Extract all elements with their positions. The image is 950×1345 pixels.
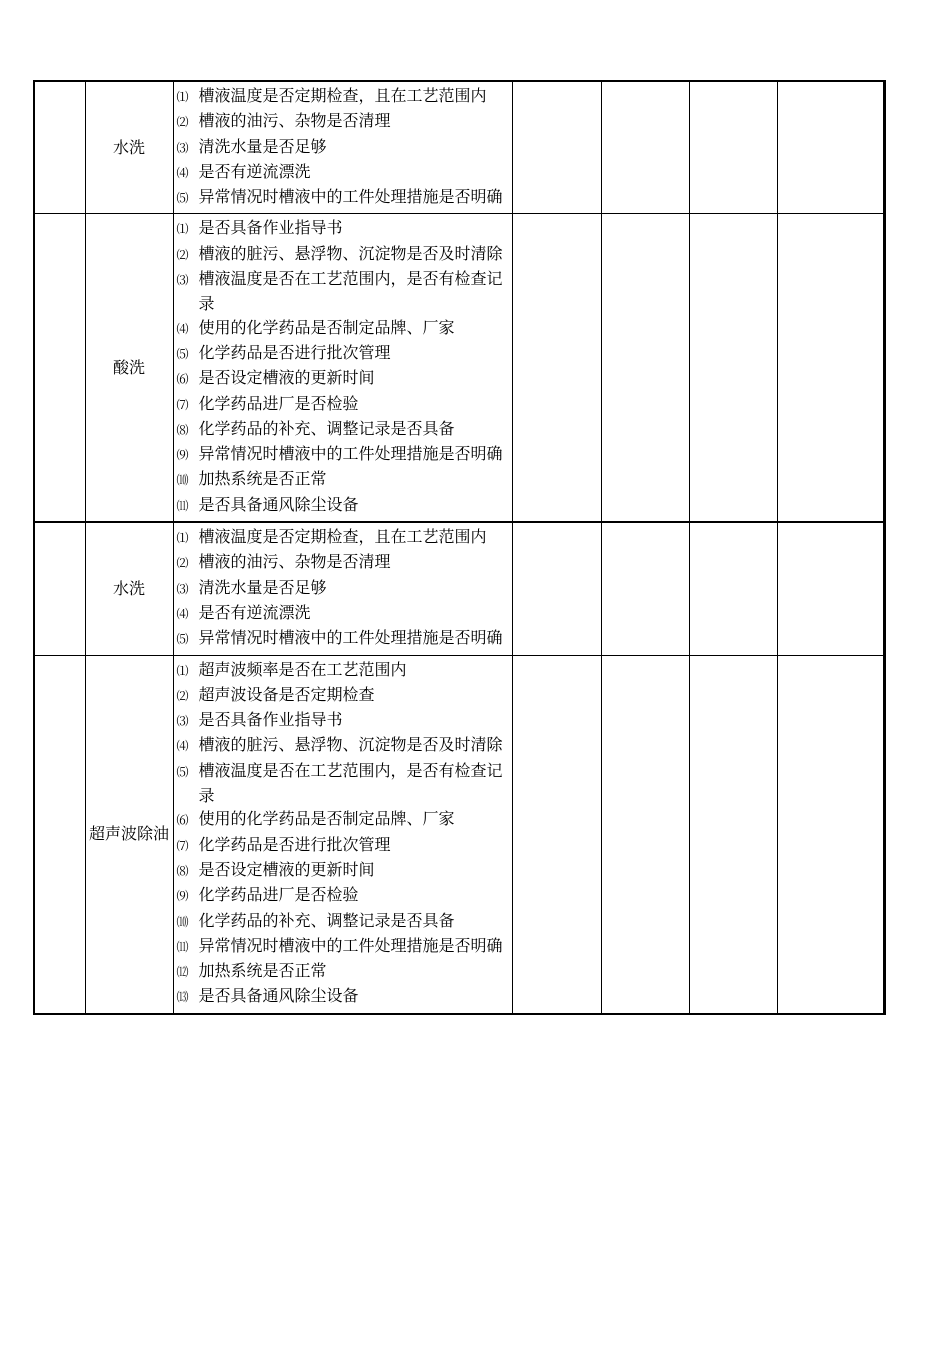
check-item-number: ⑶ <box>176 714 188 729</box>
check-item-text: 化学药品进厂是否检验 <box>198 885 359 905</box>
check-item-text: 槽液的油污、杂物是否清理 <box>198 111 391 131</box>
check-item-number: ⑷ <box>176 165 188 180</box>
result-cell[interactable] <box>512 655 601 1014</box>
check-item-number: ⑾ <box>176 939 188 954</box>
check-item-number: ⑼ <box>176 889 188 904</box>
process-name: 水洗 <box>112 137 145 157</box>
result-cell[interactable] <box>512 522 601 655</box>
check-item-number: ⑴ <box>176 663 188 678</box>
check-item-text: 异常情况时槽液中的工件处理措施是否明确 <box>198 935 503 955</box>
check-item-number: ⑵ <box>176 115 188 130</box>
check-item-number: ⑻ <box>176 863 188 878</box>
check-item <box>177 417 508 442</box>
check-items-list <box>174 82 512 213</box>
check-item <box>177 442 508 467</box>
check-item-number: ⑵ <box>176 688 188 703</box>
check-items-cell <box>173 81 512 214</box>
check-item-text: 是否具备通风除尘设备 <box>198 494 359 514</box>
check-item-number: ⑹ <box>176 813 188 828</box>
check-item <box>177 576 508 601</box>
check-item <box>177 467 508 492</box>
check-item-text: 槽液的脏污、悬浮物、沉淀物是否及时清除 <box>198 243 503 263</box>
note-cell[interactable] <box>777 655 884 1014</box>
note-cell[interactable] <box>777 81 884 214</box>
check-item-text: 异常情况时槽液中的工件处理措施是否明确 <box>198 187 503 207</box>
check-item <box>177 366 508 391</box>
check-item <box>177 683 508 708</box>
check-item-text: 清洗水量是否足够 <box>198 577 327 597</box>
check-item-text: 化学药品是否进行批次管理 <box>198 834 391 854</box>
check-item-number: ⑾ <box>176 498 188 513</box>
note-cell[interactable] <box>777 214 884 522</box>
note-cell[interactable] <box>777 522 884 655</box>
check-items-cell <box>173 522 512 655</box>
result-cell[interactable] <box>512 214 601 522</box>
table-row <box>34 522 884 655</box>
check-item <box>177 626 508 651</box>
check-item-number: ⑴ <box>176 90 188 104</box>
check-item-number: ⑷ <box>176 606 188 621</box>
check-item <box>177 658 508 683</box>
check-item <box>177 267 508 316</box>
check-item-text: 是否具备通风除尘设备 <box>198 986 359 1006</box>
check-item-text: 槽液温度是否定期检查，且在工艺范围内 <box>198 527 487 547</box>
process-audit-table <box>33 80 886 1015</box>
check-item <box>177 160 508 185</box>
check-item-text: 异常情况时槽液中的工件处理措施是否明确 <box>198 444 503 464</box>
check-item-text: 是否具备作业指导书 <box>198 218 343 238</box>
check-item <box>177 858 508 883</box>
check-item <box>177 216 508 241</box>
check-item-number: ⑴ <box>176 222 188 237</box>
check-item <box>177 708 508 733</box>
check-item-text: 加热系统是否正常 <box>198 961 327 981</box>
check-item-number: ⑷ <box>176 321 188 336</box>
score-cell[interactable] <box>601 81 689 214</box>
check-item-number: ⑴ <box>176 531 188 546</box>
check-item-text: 是否有逆流漂洗 <box>198 602 311 622</box>
check-item-number: ⑵ <box>176 556 188 571</box>
check-item-number: ⑺ <box>176 838 188 853</box>
check-item <box>177 909 508 934</box>
remark-cell[interactable] <box>689 522 777 655</box>
check-item <box>177 493 508 518</box>
check-item-text: 超声波频率是否在工艺范围内 <box>198 659 407 679</box>
check-item-text: 槽液的脏污、悬浮物、沉淀物是否及时清除 <box>198 735 503 755</box>
check-item-number: ⑶ <box>176 140 188 155</box>
table-row <box>34 655 884 1014</box>
check-item-number: ⑶ <box>176 581 188 596</box>
audit-sheet <box>33 80 886 1015</box>
process-name: 酸洗 <box>112 357 145 377</box>
check-item-number: ⑸ <box>176 346 188 361</box>
check-item-number: ⑹ <box>176 372 188 387</box>
score-cell[interactable] <box>601 214 689 522</box>
check-item-number: ⒀ <box>176 990 188 1005</box>
check-item-number: ⑿ <box>176 965 188 980</box>
check-items-list <box>174 523 512 654</box>
serial-cell <box>34 655 85 1014</box>
check-item <box>177 759 508 808</box>
table-row <box>34 81 884 214</box>
serial-cell <box>34 522 85 655</box>
check-item <box>177 392 508 417</box>
check-item-text: 使用的化学药品是否制定品牌、厂家 <box>198 317 455 337</box>
process-name: 超声波除油 <box>88 824 169 844</box>
remark-cell[interactable] <box>689 655 777 1014</box>
process-name-cell <box>85 214 173 522</box>
result-cell[interactable] <box>512 81 601 214</box>
check-item-text: 清洗水量是否足够 <box>198 136 327 156</box>
check-item-text: 使用的化学药品是否制定品牌、厂家 <box>198 809 455 829</box>
check-item-text: 槽液的油污、杂物是否清理 <box>198 552 391 572</box>
process-name-cell <box>85 655 173 1014</box>
check-item-text: 加热系统是否正常 <box>198 469 327 489</box>
check-item-text: 化学药品的补充、调整记录是否具备 <box>198 910 455 930</box>
check-item-text: 槽液温度是否在工艺范围内，是否有检查记录 <box>198 269 503 314</box>
check-item <box>177 833 508 858</box>
check-item-number: ⑻ <box>176 422 188 437</box>
process-name: 水洗 <box>112 578 145 598</box>
check-item <box>177 601 508 626</box>
check-items-cell <box>173 214 512 522</box>
check-item-number: ⑸ <box>176 764 188 779</box>
check-item-text: 是否设定槽液的更新时间 <box>198 859 375 879</box>
check-item-text: 化学药品是否进行批次管理 <box>198 342 391 362</box>
check-items-list <box>174 656 512 1013</box>
check-item <box>177 959 508 984</box>
check-item-text: 是否有逆流漂洗 <box>198 161 311 181</box>
table-row <box>34 214 884 522</box>
check-items-list <box>174 214 512 521</box>
check-item-number: ⑸ <box>176 632 188 647</box>
check-item-text: 化学药品进厂是否检验 <box>198 393 359 413</box>
check-item-number: ⑼ <box>176 448 188 463</box>
check-item-text: 化学药品的补充、调整记录是否具备 <box>198 418 455 438</box>
process-name-cell <box>85 81 173 214</box>
check-item <box>177 84 508 109</box>
score-cell[interactable] <box>601 655 689 1014</box>
check-item <box>177 185 508 210</box>
check-item-text: 是否设定槽液的更新时间 <box>198 368 375 388</box>
check-item-number: ⑷ <box>176 739 188 754</box>
serial-cell <box>34 214 85 522</box>
process-name-cell <box>85 522 173 655</box>
table-body <box>34 81 884 1014</box>
check-item <box>177 525 508 550</box>
check-item <box>177 316 508 341</box>
check-item-text: 槽液温度是否在工艺范围内，是否有检查记录 <box>198 760 503 806</box>
check-item-number: ⑶ <box>176 273 188 288</box>
check-item-number: ⑸ <box>176 191 188 206</box>
check-item-number: ⑽ <box>176 473 188 488</box>
check-item <box>177 984 508 1009</box>
score-cell[interactable] <box>601 522 689 655</box>
check-item-text: 是否具备作业指导书 <box>198 710 343 730</box>
remark-cell[interactable] <box>689 81 777 214</box>
check-item <box>177 135 508 160</box>
check-item-text: 超声波设备是否定期检查 <box>198 684 375 704</box>
check-item-text: 异常情况时槽液中的工件处理措施是否明确 <box>198 628 503 648</box>
remark-cell[interactable] <box>689 214 777 522</box>
check-item-number: ⑽ <box>176 914 188 929</box>
check-item <box>177 242 508 267</box>
check-item-number: ⑺ <box>176 397 188 412</box>
check-item <box>177 807 508 832</box>
check-item <box>177 109 508 134</box>
check-item <box>177 934 508 959</box>
check-item <box>177 883 508 908</box>
serial-cell <box>34 81 85 214</box>
check-items-cell <box>173 655 512 1014</box>
check-item-text: 槽液温度是否定期检查，且在工艺范围内 <box>198 86 487 105</box>
check-item <box>177 733 508 758</box>
check-item-number: ⑵ <box>176 247 188 262</box>
check-item <box>177 341 508 366</box>
check-item <box>177 550 508 575</box>
